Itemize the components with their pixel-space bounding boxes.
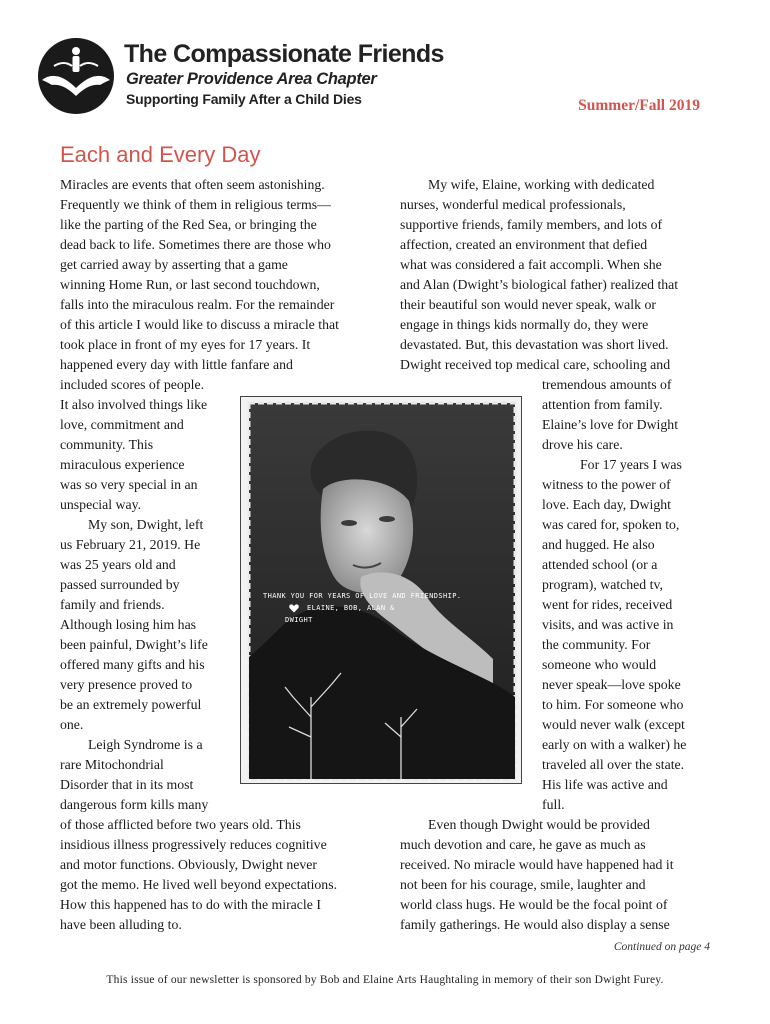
body-line: and Alan (Dwight’s biological father) realized that xyxy=(400,277,679,292)
body-line: world class hugs. He would be the focal point of xyxy=(400,897,668,912)
body-line: My son, Dwight, left xyxy=(88,517,204,532)
body-line: family gatherings. He would also display a sense xyxy=(400,917,670,932)
photo-caption-line2 xyxy=(263,602,423,626)
body-line: program), watched tv, xyxy=(542,577,663,592)
photo-caption xyxy=(263,590,462,626)
organization-name: The Compassionate Friends xyxy=(124,40,444,68)
body-line: was cared for, spoken to, xyxy=(542,517,680,532)
body-line: affection, created an environment that defied xyxy=(400,237,648,252)
body-line: How this happened has to do with the miracle I xyxy=(60,897,321,912)
body-line: took place in front of my eyes for 17 years. It xyxy=(60,337,311,352)
body-line: like the parting of the Red Sea, or bringing the xyxy=(60,217,317,232)
body-line: Leigh Syndrome is a xyxy=(88,737,203,752)
body-line: Disorder that in its most xyxy=(60,777,194,792)
body-line: attention from family. xyxy=(542,397,663,412)
body-line: love. Each day, Dwight xyxy=(542,497,671,512)
body-line: Frequently we think of them in religious terms— xyxy=(60,197,331,212)
body-line: went for rides, received xyxy=(542,597,673,612)
body-line: Miracles are events that often seem astonishing. xyxy=(60,177,325,192)
body-line: love, commitment and xyxy=(60,417,184,432)
body-line: the community. For xyxy=(542,637,651,652)
compassionate-friends-logo-icon xyxy=(34,36,118,116)
body-line: happened every day with little fanfare and xyxy=(60,357,293,372)
body-line: attended school (or a xyxy=(542,557,658,572)
body-line: devastated. But, this devastation was short lived. xyxy=(400,337,669,352)
body-line: full. xyxy=(542,797,565,812)
body-line: Even though Dwight would be provided xyxy=(428,817,650,832)
body-line: winning Home Run, or last second touchdown, xyxy=(60,277,320,292)
body-line: never speak—love spoke xyxy=(542,677,681,692)
body-line: of this article I would like to discuss a miracle that xyxy=(60,317,339,332)
photo-caption-names: ELAINE, BOB, ALAN & DWIGHT xyxy=(285,604,395,624)
body-line: My wife, Elaine, working with dedicated xyxy=(428,177,655,192)
body-line: falls into the miraculous realm. For the remainder xyxy=(60,297,335,312)
body-line: one. xyxy=(60,717,84,732)
memorial-photo xyxy=(240,396,522,784)
body-line: get carried away by asserting that a game xyxy=(60,257,288,272)
body-line: of those afflicted before two years old. This xyxy=(60,817,301,832)
body-line: was 25 years old and xyxy=(60,557,176,572)
issue-date: Summer/Fall 2019 xyxy=(578,97,700,114)
body-line: His life was active and xyxy=(542,777,668,792)
body-line: received. No miracle would have happened had it xyxy=(400,857,674,872)
body-line: and hugged. He also xyxy=(542,537,655,552)
body-line: Elaine’s love for Dwight xyxy=(542,417,679,432)
body-line: For 17 years I was xyxy=(580,457,682,472)
body-line: have been alluding to. xyxy=(60,917,182,932)
body-line: unspecial way. xyxy=(60,497,142,512)
body-line: us February 21, 2019. He xyxy=(60,537,201,552)
body-line: supportive friends, family members, and lots of xyxy=(400,217,663,232)
body-line: nurses, wonderful medical professionals, xyxy=(400,197,626,212)
body-line: be an extremely powerful xyxy=(60,697,202,712)
body-line: got the memo. He lived well beyond expectations. xyxy=(60,877,338,892)
body-line: It also involved things like xyxy=(60,397,208,412)
article-title: Each and Every Day xyxy=(60,142,261,167)
body-line: included scores of people. xyxy=(60,377,205,392)
body-line: traveled all over the state. xyxy=(542,757,685,772)
body-line: Although losing him has xyxy=(60,617,197,632)
body-line: was so very special in an xyxy=(60,477,198,492)
body-line: engage in things kids normally do, they were xyxy=(400,317,649,332)
body-line: and motor functions. Obviously, Dwight never xyxy=(60,857,317,872)
body-line: rare Mitochondrial xyxy=(60,757,164,772)
body-line: not been for his courage, smile, laughter and xyxy=(400,877,646,892)
body-line: would never walk (except xyxy=(542,717,685,732)
body-line: offered many gifts and his xyxy=(60,657,205,672)
chapter-name: Greater Providence Area Chapter xyxy=(126,70,377,88)
body-line: what was considered a fait accompli. When she xyxy=(400,257,662,272)
body-line: their beautiful son would never speak, walk or xyxy=(400,297,656,312)
body-line: early on with a walker) he xyxy=(542,737,687,752)
body-line: someone who would xyxy=(542,657,657,672)
body-line: much devotion and care, he gave as much as xyxy=(400,837,646,852)
tagline: Supporting Family After a Child Dies xyxy=(126,91,362,107)
body-line: to him. For someone who xyxy=(542,697,684,712)
body-line: been painful, Dwight’s life xyxy=(60,637,208,652)
continued-note: Continued on page 4 xyxy=(613,941,710,953)
body-line: witness to the power of xyxy=(542,477,671,492)
body-line: family and friends. xyxy=(60,597,165,612)
body-line: miraculous experience xyxy=(60,457,185,472)
body-line: Dwight received top medical care, schooling and xyxy=(400,357,671,372)
body-line: community. This xyxy=(60,437,154,452)
body-line: dangerous form kills many xyxy=(60,797,209,812)
body-line: tremendous amounts of xyxy=(542,377,672,392)
body-line: drove his care. xyxy=(542,437,623,452)
body-line: visits, and was active in xyxy=(542,617,674,632)
body-line: insidious illness progressively reduces cognitive xyxy=(60,837,327,852)
photo-caption-line1: THANK YOU FOR YEARS OF LOVE AND FRIENDSHIP. xyxy=(263,592,462,600)
body-line: very presence proved to xyxy=(60,677,193,692)
heart-icon xyxy=(289,604,299,613)
sponsor-note: This issue of our newsletter is sponsored by Bob and Elaine Arts Haughtaling in memory of their son Dwight Furey. xyxy=(106,974,664,986)
body-line: passed surrounded by xyxy=(60,577,180,592)
body-line: dead back to life. Sometimes there are those who xyxy=(60,237,331,252)
